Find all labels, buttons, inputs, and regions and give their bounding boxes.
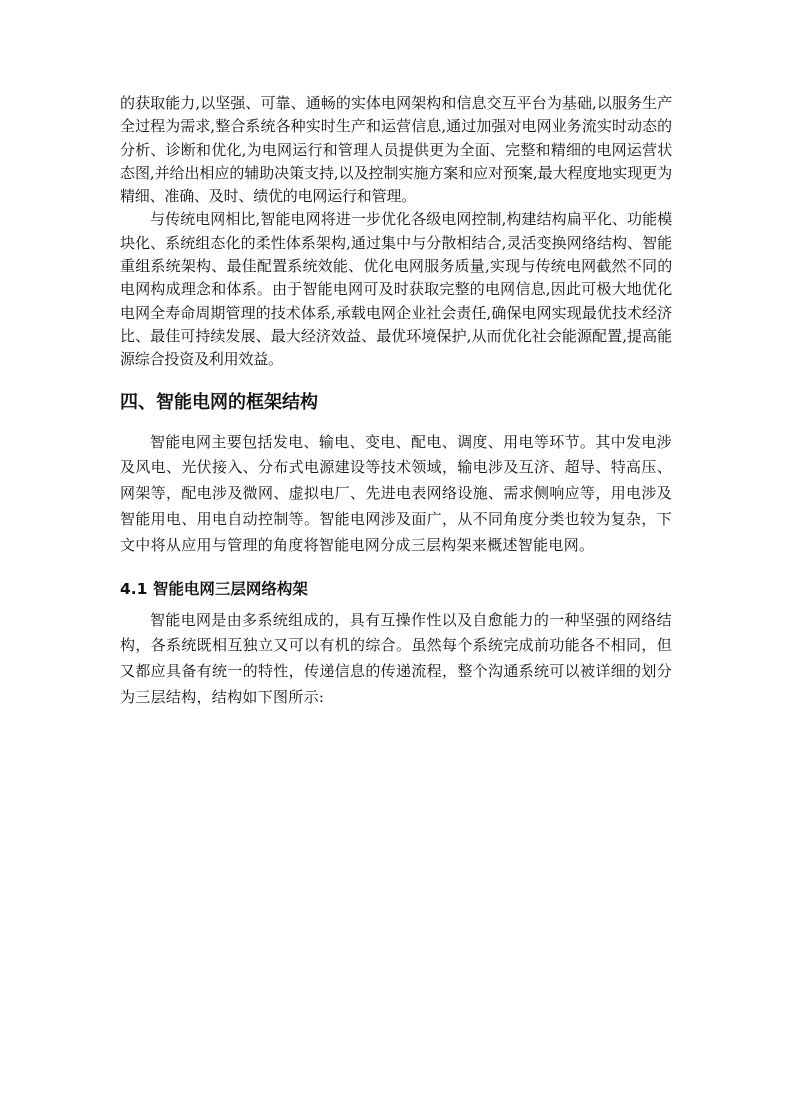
paragraph-framework-overview: 智能电网主要包括发电、输电、变电、配电、调度、用电等环节。其中发电涉及风电、光伏接入、分布式电源建设等技术领域，输电涉及互济、超导、特高压、网架等，配电涉及微网、虚拟电厂、先进电表网络设施、需求侧响应等，用电涉及智能用电、用电自动控制等。智能电网涉及面广，从不同角度分类也较为复杂，下文中将从应用与管理的角度将智能电网分成三层构架来概述智能电网。 <box>120 432 672 554</box>
paragraph-intro-continued: 的获取能力,以坚强、可靠、通畅的实体电网架构和信息交互平台为基础,以服务生产全过程为需求,整合系统各种实时生产和运营信息,通过加强对电网业务流实时动态的分析、诊断和优化,为电网运行和管理人员提供更为全面、完整和精细的电网运营状态图,并给出相应的辅助决策支持,以及控制实施方案和应对预案,最大程度地实现更为精细、准确、及时、绩优的电网运行和管理。 <box>120 94 672 206</box>
section-heading-framework: 四、智能电网的框架结构 <box>120 391 318 413</box>
subsection-heading-three-layer: 4.1 智能电网三层网络构架 <box>120 579 308 598</box>
document-page <box>120 92 672 711</box>
paragraph-three-layer-description: 智能电网是由多系统组成的，具有互操作性以及自愈能力的一种坚强的网络结构，各系统既相互独立又可以有机的综合。虽然每个系统完成前功能各不相同，但又都应具备有统一的特性，传递信息的传递流程，整个沟通系统可以被详细的划分为三层结构，结构如下图所示: <box>120 610 672 706</box>
paragraph-comparison: 与传统电网相比,智能电网将进一步优化各级电网控制,构建结构扁平化、功能模块化、系统组态化的柔性体系架构,通过集中与分散相结合,灵活变换网络结构、智能重组系统架构、最佳配置系统效能、优化电网服务质量,实现与传统电网截然不同的电网构成理念和体系。由于智能电网可及时获取完整的电网信息,因此可极大地优化电网全寿命周期管理的技术体系,承载电网企业社会责任,确保电网实现最优技术经济比、最佳可持续发展、最大经济效益、最优环境保护,从而优化社会能源配置,提高能源综合投资及利用效益。 <box>120 210 672 369</box>
